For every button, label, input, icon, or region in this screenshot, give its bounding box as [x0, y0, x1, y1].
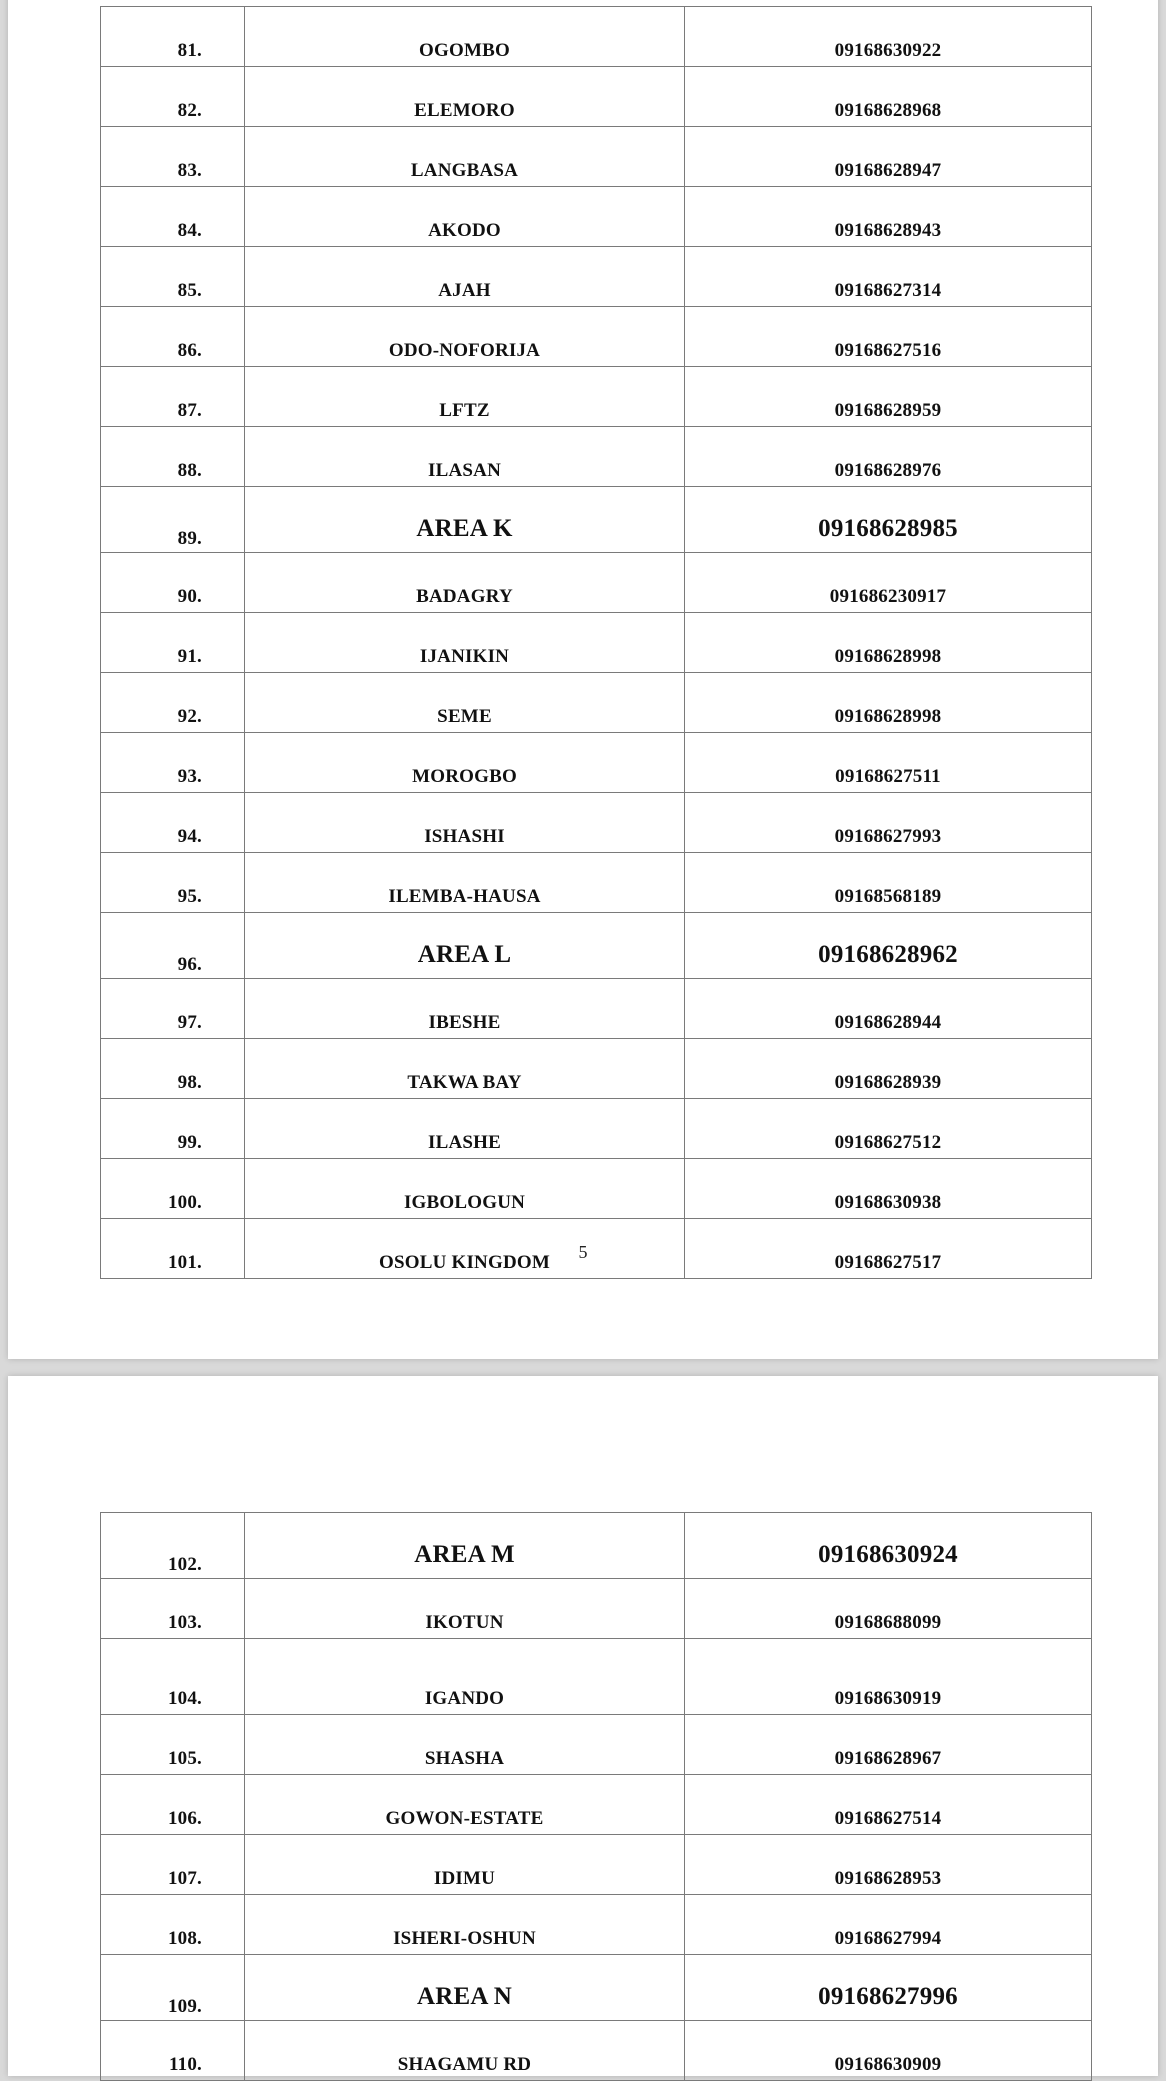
table-row — [101, 553, 1092, 613]
location-name-cell: IBESHE — [245, 979, 685, 1039]
table-row — [101, 1715, 1092, 1775]
serial-number-cell: 98. — [101, 1039, 245, 1099]
table-row — [101, 247, 1092, 307]
serial-number-cell: 108. — [101, 1895, 245, 1955]
serial-number-cell: 88. — [101, 427, 245, 487]
table-row — [101, 793, 1092, 853]
location-name-cell: BADAGRY — [245, 553, 685, 613]
phone-number-cell: 09168630924 — [685, 1513, 1092, 1579]
page-number: 5 — [578, 1242, 588, 1262]
serial-number-cell: 83. — [101, 127, 245, 187]
document-page-5 — [8, 0, 1158, 1359]
location-name-cell: AREA K — [245, 487, 685, 553]
document-page-6 — [8, 1376, 1158, 2076]
table-row — [101, 127, 1092, 187]
serial-number-cell: 101. — [101, 1219, 245, 1279]
location-name-cell: TAKWA BAY — [245, 1039, 685, 1099]
serial-number-cell: 104. — [101, 1639, 245, 1715]
serial-number-cell: 95. — [101, 853, 245, 913]
serial-number-cell: 82. — [101, 67, 245, 127]
phone-number-cell: 09168627514 — [685, 1775, 1092, 1835]
table-row — [101, 1159, 1092, 1219]
area-header-row — [101, 487, 1092, 553]
location-name-cell: IGANDO — [245, 1639, 685, 1715]
table-row — [101, 1775, 1092, 1835]
serial-number-cell: 109. — [101, 1955, 245, 2021]
serial-number-cell: 85. — [101, 247, 245, 307]
location-name-cell: ISHERI-OSHUN — [245, 1895, 685, 1955]
table-row — [101, 187, 1092, 247]
phone-number-cell: 09168627994 — [685, 1895, 1092, 1955]
location-name-cell: ILASHE — [245, 1099, 685, 1159]
location-name-cell: AREA L — [245, 913, 685, 979]
table-row — [101, 979, 1092, 1039]
serial-number-cell: 96. — [101, 913, 245, 979]
location-name-cell: LANGBASA — [245, 127, 685, 187]
location-name-cell: ILEMBA-HAUSA — [245, 853, 685, 913]
phone-number-cell: 09168628939 — [685, 1039, 1092, 1099]
contact-table-body — [101, 1513, 1092, 2081]
table-row — [101, 613, 1092, 673]
phone-number-cell: 09168628953 — [685, 1835, 1092, 1895]
serial-number-cell: 86. — [101, 307, 245, 367]
serial-number-cell: 91. — [101, 613, 245, 673]
table-row — [101, 1099, 1092, 1159]
contact-table — [100, 6, 1092, 1279]
table-row — [101, 1895, 1092, 1955]
serial-number-cell: 84. — [101, 187, 245, 247]
location-name-cell: AREA M — [245, 1513, 685, 1579]
phone-number-cell: 09168568189 — [685, 853, 1092, 913]
serial-number-cell: 105. — [101, 1715, 245, 1775]
phone-number-cell: 09168627314 — [685, 247, 1092, 307]
table-row — [101, 733, 1092, 793]
phone-number-cell: 09168630938 — [685, 1159, 1092, 1219]
serial-number-cell: 87. — [101, 367, 245, 427]
phone-number-cell: 09168628962 — [685, 913, 1092, 979]
phone-number-cell: 09168630919 — [685, 1639, 1092, 1715]
location-name-cell: AREA N — [245, 1955, 685, 2021]
location-name-cell: OSOLU KINGDOM — [245, 1219, 685, 1279]
location-name-cell: ELEMORO — [245, 67, 685, 127]
table-row — [101, 1579, 1092, 1639]
location-name-cell: AJAH — [245, 247, 685, 307]
serial-number-cell: 92. — [101, 673, 245, 733]
serial-number-cell: 94. — [101, 793, 245, 853]
location-name-cell: IDIMU — [245, 1835, 685, 1895]
phone-number-cell: 09168628947 — [685, 127, 1092, 187]
area-header-row — [101, 1955, 1092, 2021]
serial-number-cell: 81. — [101, 7, 245, 67]
location-name-cell: AKODO — [245, 187, 685, 247]
phone-number-cell: 09168628959 — [685, 367, 1092, 427]
location-name-cell: LFTZ — [245, 367, 685, 427]
contact-table — [100, 1512, 1092, 2081]
contact-table-body — [101, 7, 1092, 1279]
serial-number-cell: 93. — [101, 733, 245, 793]
location-name-cell: GOWON-ESTATE — [245, 1775, 685, 1835]
phone-number-cell: 09168627516 — [685, 307, 1092, 367]
serial-number-cell: 107. — [101, 1835, 245, 1895]
serial-number-cell: 99. — [101, 1099, 245, 1159]
phone-number-cell: 09168627996 — [685, 1955, 1092, 2021]
phone-number-cell: 09168627512 — [685, 1099, 1092, 1159]
phone-number-cell: 09168628985 — [685, 487, 1092, 553]
phone-number-cell: 09168628998 — [685, 673, 1092, 733]
area-header-row — [101, 913, 1092, 979]
location-name-cell: IKOTUN — [245, 1579, 685, 1639]
phone-number-cell: 09168627517 — [685, 1219, 1092, 1279]
serial-number-cell: 100. — [101, 1159, 245, 1219]
serial-number-cell: 90. — [101, 553, 245, 613]
table-row — [101, 1039, 1092, 1099]
serial-number-cell: 106. — [101, 1775, 245, 1835]
table-row — [101, 1835, 1092, 1895]
table-row — [101, 673, 1092, 733]
phone-number-cell: 09168627511 — [685, 733, 1092, 793]
table-row — [101, 2021, 1092, 2081]
location-name-cell: OGOMBO — [245, 7, 685, 67]
phone-number-cell: 091686230917 — [685, 553, 1092, 613]
phone-number-cell: 09168627993 — [685, 793, 1092, 853]
table-row — [101, 367, 1092, 427]
location-name-cell: IJANIKIN — [245, 613, 685, 673]
location-name-cell: ISHASHI — [245, 793, 685, 853]
table-row — [101, 67, 1092, 127]
serial-number-cell: 97. — [101, 979, 245, 1039]
location-name-cell: ODO-NOFORIJA — [245, 307, 685, 367]
location-name-cell: ILASAN — [245, 427, 685, 487]
table-row — [101, 307, 1092, 367]
phone-number-cell: 09168628943 — [685, 187, 1092, 247]
table-row — [101, 853, 1092, 913]
area-header-row — [101, 1513, 1092, 1579]
serial-number-cell: 103. — [101, 1579, 245, 1639]
location-name-cell: SHAGAMU RD — [245, 2021, 685, 2081]
table-row — [101, 7, 1092, 67]
location-name-cell: IGBOLOGUN — [245, 1159, 685, 1219]
phone-number-cell: 09168630922 — [685, 7, 1092, 67]
phone-number-cell: 09168628976 — [685, 427, 1092, 487]
phone-number-cell: 09168628968 — [685, 67, 1092, 127]
phone-number-cell: 09168628944 — [685, 979, 1092, 1039]
table-row — [101, 1639, 1092, 1715]
serial-number-cell: 110. — [101, 2021, 245, 2081]
phone-number-cell: 09168630909 — [685, 2021, 1092, 2081]
serial-number-cell: 102. — [101, 1513, 245, 1579]
location-name-cell: SEME — [245, 673, 685, 733]
location-name-cell: SHASHA — [245, 1715, 685, 1775]
phone-number-cell: 09168628998 — [685, 613, 1092, 673]
serial-number-cell: 89. — [101, 487, 245, 553]
table-row — [101, 427, 1092, 487]
phone-number-cell: 09168688099 — [685, 1579, 1092, 1639]
phone-number-cell: 09168628967 — [685, 1715, 1092, 1775]
location-name-cell: MOROGBO — [245, 733, 685, 793]
